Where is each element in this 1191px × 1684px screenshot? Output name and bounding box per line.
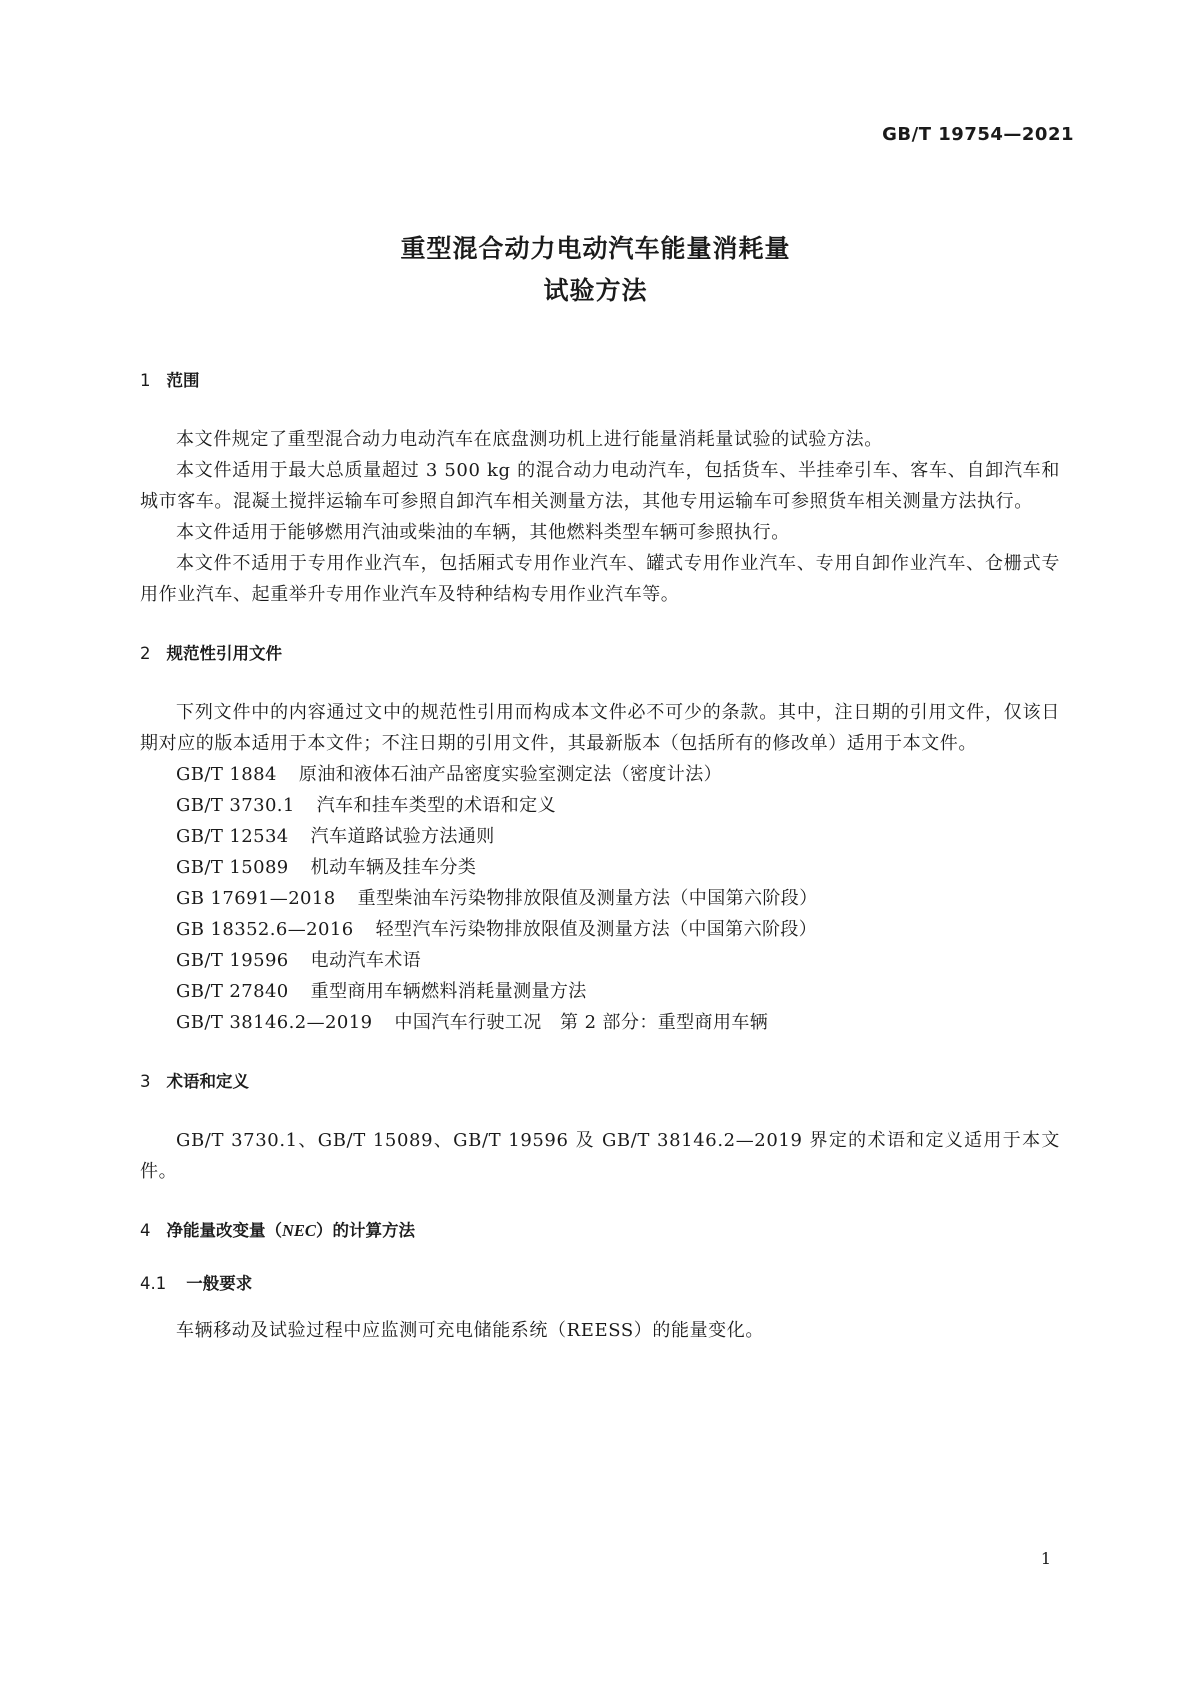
paragraph: 下列文件中的内容通过文中的规范性引用而构成本文件必不可少的条款。其中，注日期的引用文件，仅该日期对应的版本适用于本文件；不注日期的引用文件，其最新版本（包括所有的修改单）适用于本文件。 (140, 702, 1060, 754)
reference-code: GB/T 1884 (176, 764, 277, 785)
paragraph: 本文件规定了重型混合动力电动汽车在底盘测功机上进行能量消耗量试验的试验方法。 (176, 429, 883, 450)
reference-code: GB/T 15089 (176, 857, 289, 878)
section-title: 范围 (166, 371, 200, 390)
reference-title: 中国汽车行驶工况 第 2 部分：重型商用车辆 (394, 1012, 769, 1033)
reference-code: GB/T 12534 (176, 826, 289, 847)
reference-item (140, 821, 1060, 852)
section-2-heading (140, 638, 1060, 669)
reference-code: GB 17691—2018 (176, 888, 336, 909)
reference-item (140, 759, 1060, 790)
paragraph: GB/T 3730.1、GB/T 15089、GB/T 19596 及 GB/T 38146.2—2019 界定的术语和定义适用于本文件。 (140, 1130, 1060, 1182)
reference-title: 汽车道路试验方法通则 (310, 826, 495, 847)
section-3-heading (140, 1066, 1060, 1097)
reference-title: 重型商用车辆燃料消耗量测量方法 (310, 981, 587, 1002)
section-4-1-heading (140, 1268, 1060, 1299)
subsection-title: 一般要求 (186, 1274, 253, 1293)
paragraph: 本文件适用于最大总质量超过 3 500 kg 的混合动力电动汽车，包括货车、半挂牵引车、客车、自卸汽车和城市客车。混凝土搅拌运输车可参照自卸汽车相关测量方法，其他专用运输车可参照货车相关测量方法执行。 (140, 460, 1060, 512)
reference-item (140, 790, 1060, 821)
reference-title: 电动汽车术语 (310, 950, 422, 971)
section-title: 术语和定义 (166, 1072, 249, 1091)
reference-item (140, 883, 1060, 914)
section-number: 2 (140, 644, 151, 663)
section-title: 规范性引用文件 (166, 644, 282, 663)
section-title-suffix: ）的计算方法 (315, 1221, 415, 1240)
reference-item (140, 914, 1060, 945)
reference-item (140, 976, 1060, 1007)
section-4-heading (140, 1215, 1060, 1246)
reference-code: GB/T 19596 (176, 950, 289, 971)
reference-title: 汽车和挂车类型的术语和定义 (316, 795, 556, 816)
title-line-2: 试验方法 (543, 276, 648, 305)
reference-title: 轻型汽车污染物排放限值及测量方法（中国第六阶段） (375, 919, 818, 940)
reference-item (140, 852, 1060, 883)
page-number: 1 (1040, 1549, 1051, 1568)
reference-code: GB/T 38146.2—2019 (176, 1012, 373, 1033)
standard-number: GB/T 19754—2021 (882, 124, 1074, 145)
document-title (0, 228, 1191, 312)
reference-item (140, 1007, 1060, 1038)
paragraph: 本文件不适用于专用作业汽车，包括厢式专用作业汽车、罐式专用作业汽车、专用自卸作业汽车、仓栅式专用作业汽车、起重举升专用作业汽车及特种结构专用作业汽车等。 (140, 553, 1060, 605)
reference-code: GB/T 3730.1 (176, 795, 295, 816)
section-title-prefix: 净能量改变量（ (166, 1221, 282, 1240)
reference-title: 机动车辆及挂车分类 (310, 857, 477, 878)
reference-title: 原油和液体石油产品密度实验室测定法（密度计法） (298, 764, 723, 785)
document-body (140, 365, 1060, 1346)
reference-title: 重型柴油车污染物排放限值及测量方法（中国第六阶段） (357, 888, 818, 909)
paragraph: 本文件适用于能够燃用汽油或柴油的车辆，其他燃料类型车辆可参照执行。 (176, 522, 790, 543)
reference-code: GB/T 27840 (176, 981, 289, 1002)
reference-item (140, 945, 1060, 976)
section-title-italic: NEC (282, 1221, 316, 1240)
subsection-number: 4.1 (140, 1274, 167, 1293)
paragraph: 车辆移动及试验过程中应监测可充电储能系统（REESS）的能量变化。 (176, 1320, 764, 1341)
title-line-1: 重型混合动力电动汽车能量消耗量 (400, 234, 791, 263)
section-number: 4 (140, 1221, 151, 1240)
section-number: 3 (140, 1072, 151, 1091)
section-1-heading (140, 365, 1060, 396)
reference-code: GB 18352.6—2016 (176, 919, 354, 940)
section-number: 1 (140, 371, 151, 390)
